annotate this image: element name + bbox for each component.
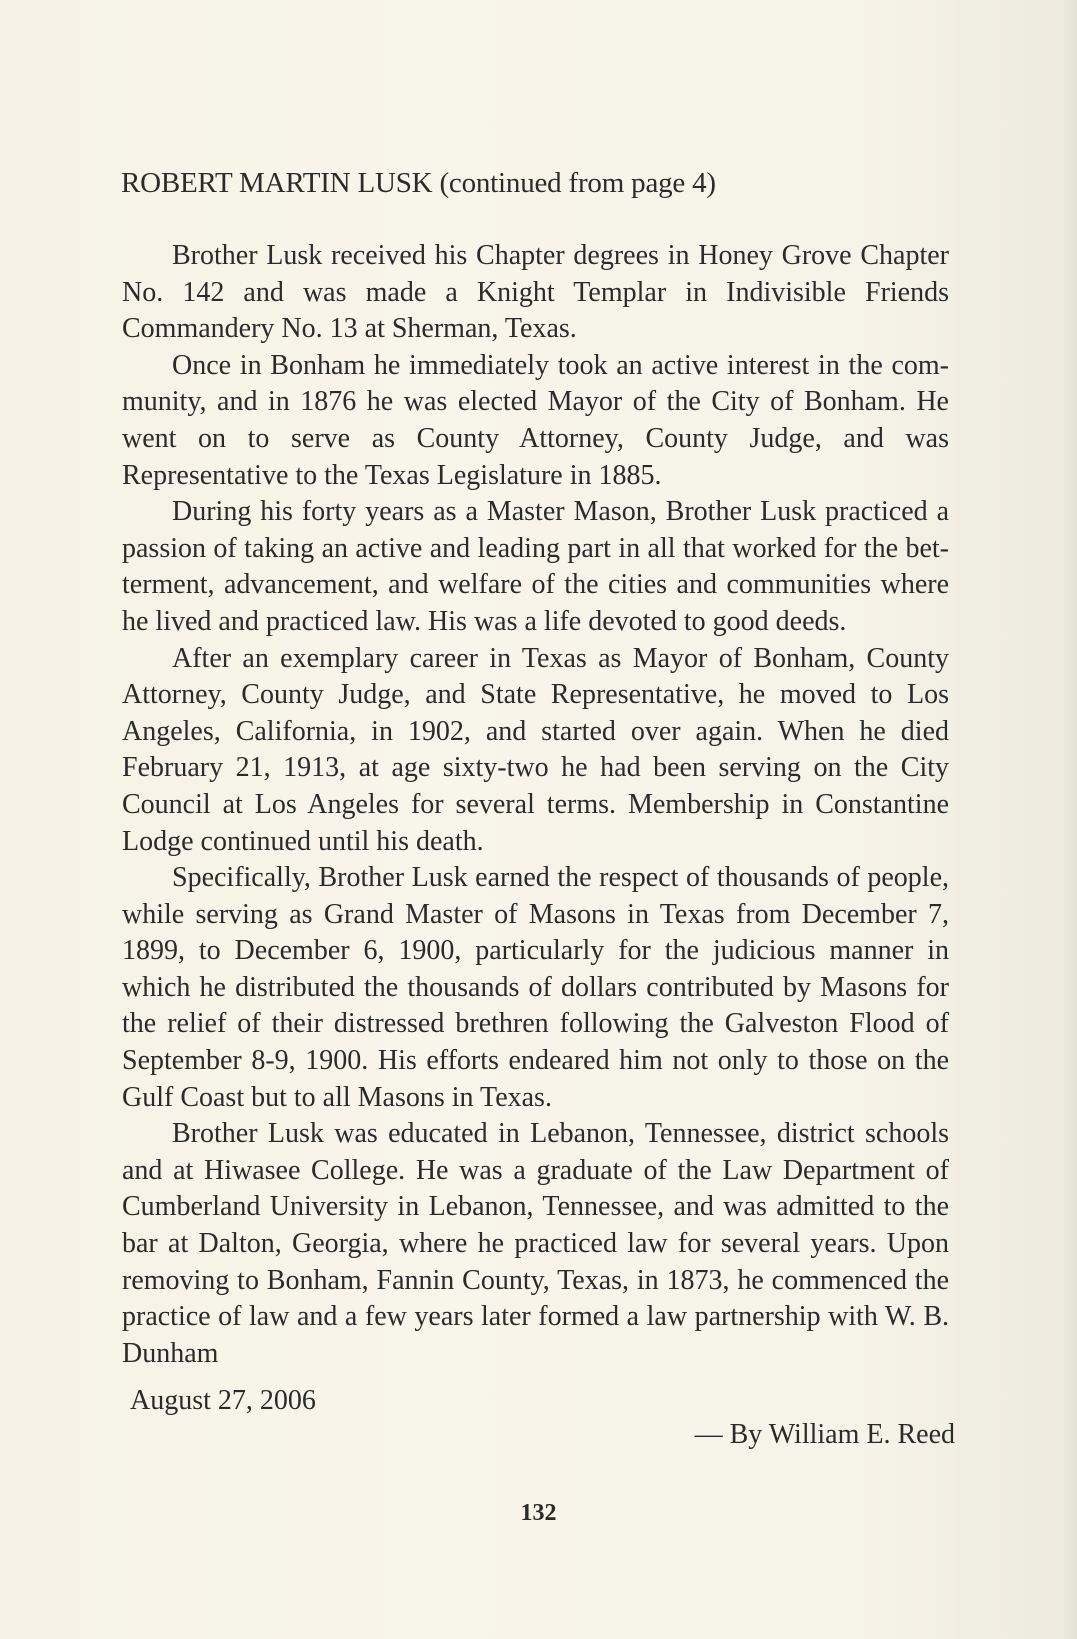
paragraph: After an exemplary career in Texas as Mayor of Bonham, County Attorney, County Judge, and State Representative, he moved to Los Angeles, California, in 1902, and started over again. When he died February 21, 1913, at age sixty-two he had been serving on the City Council at Los Angeles for several terms. Membership in Constantine Lodge continued until his death.	[122, 642, 949, 857]
article-heading: ROBERT MARTIN LUSK (continued from page 4)	[121, 167, 716, 199]
paragraph: Brother Lusk was educated in Lebanon, Tennessee, district schools and at Hiwasee College. He was a graduate of the Law Department of Cumberland University in Lebanon, Tennessee, and was admitted to the bar at Dalton, Georgia, where he practiced law for several years. Upon removing to Bonham, Fannin County, Texas, in 1873, he commenced the practice of law and a few years later formed a law partnership with W. B. Dunham	[122, 1118, 949, 1369]
article-date: August 27, 2006	[130, 1385, 316, 1416]
paragraph: During his forty years as a Master Mason, Brother Lusk practiced a passion of taking an active and leading part in all that worked for the betterment, advancement, and welfare of the cities and communities where he lived and practiced law. His was a life devoted to good deeds.	[122, 496, 949, 637]
paragraph: Specifically, Brother Lusk earned the respect of thousands of people, while serving as Grand Master of Masons in Texas from December 7, 1899, to December 6, 1900, particularly for the judicious manner in which he distributed the thousands of dollars contributed by Masons for the relief of their distressed brethren following the Galveston Flood of September 8-9, 1900. His efforts endeared him not only to those on the Gulf Coast but to all Masons in Texas.	[122, 862, 949, 1113]
paragraph: Once in Bonham he immediately took an active interest in the community, and in 1876 he was elected Mayor of the City of Bonham. He went on to serve as County Attorney, County Judge, and was Representative to the Texas Legislature in 1885.	[122, 349, 949, 491]
page-number: 132	[520, 1500, 557, 1526]
author-byline: — By William E. Reed	[694, 1419, 955, 1450]
article-body	[122, 238, 949, 1372]
paragraph: Brother Lusk received his Chapter degrees in Honey Grove Chapter No. 142 and was made a Knight Templar in Indivisible Friends Commandery No. 13 at Sherman, Texas.	[122, 240, 949, 345]
